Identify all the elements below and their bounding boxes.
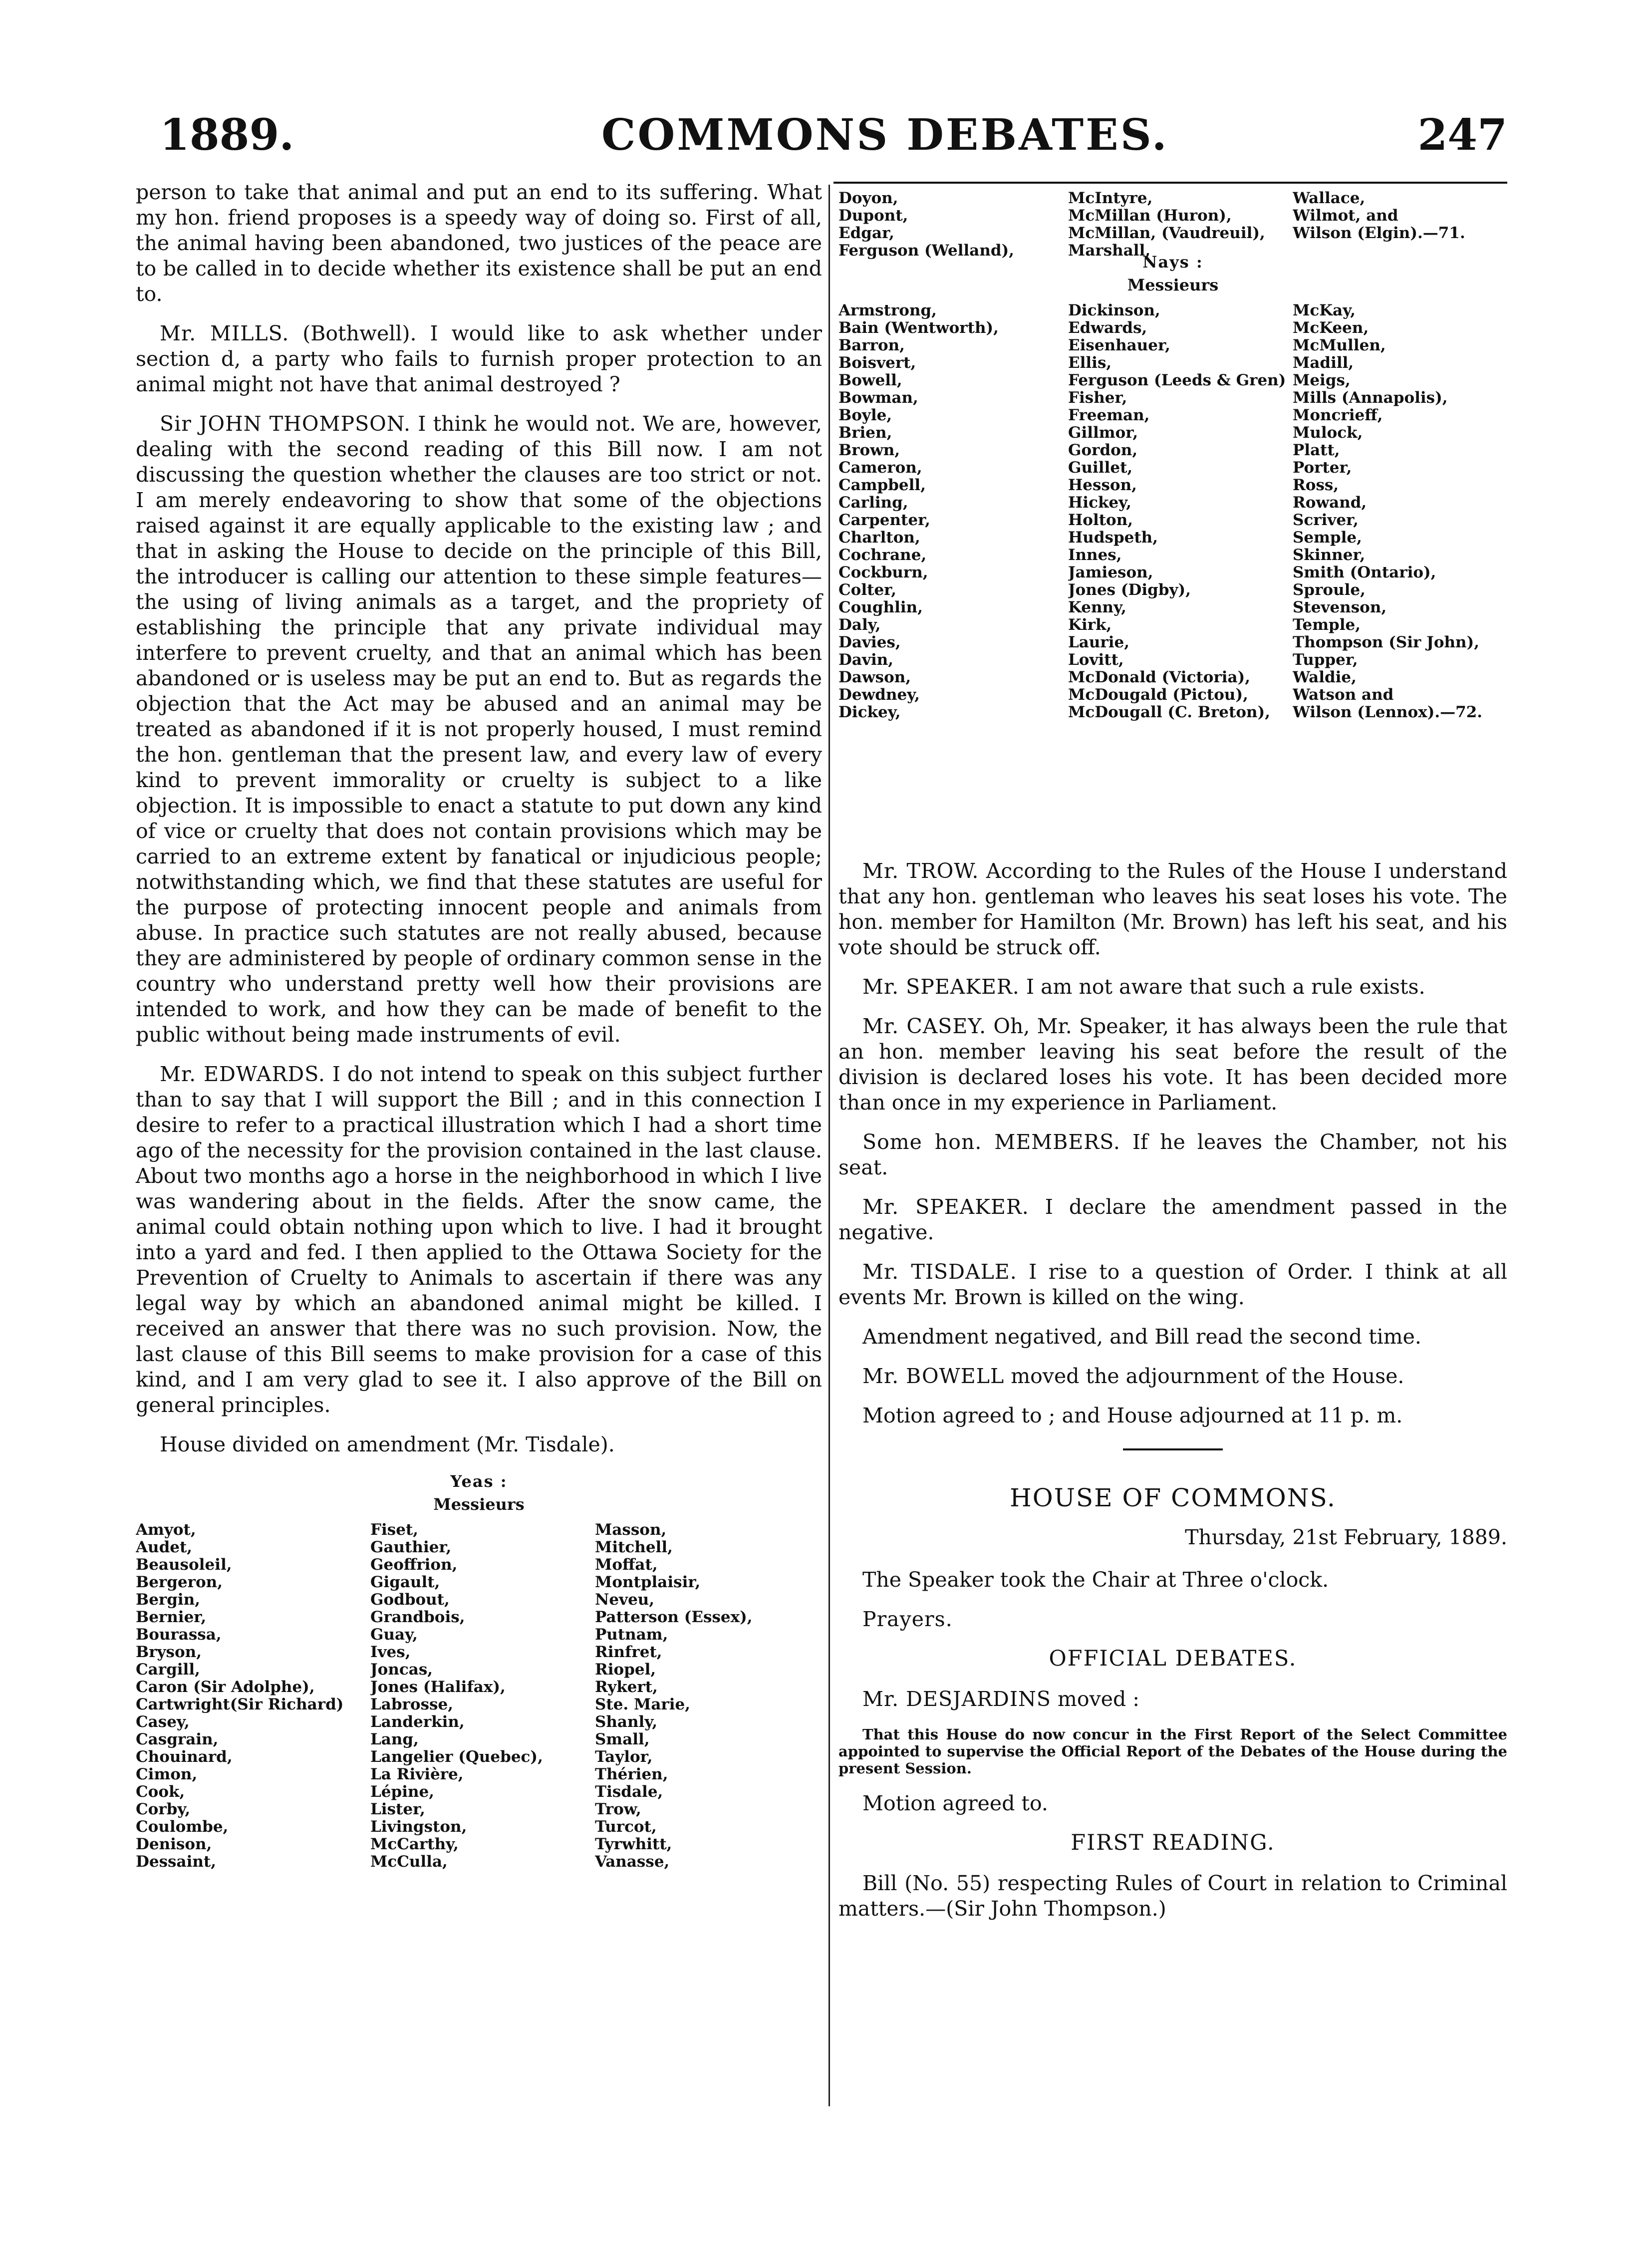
member-name: McDougall (C. Breton), (1068, 704, 1271, 721)
right-column (838, 858, 1507, 1936)
member-name: Cameron, (838, 459, 922, 477)
member-name: Godbout, (370, 1591, 450, 1609)
member-name: Ives, (370, 1644, 411, 1661)
speech-text: moved the adjournment of the House. (1011, 1364, 1404, 1388)
messieurs-label: Messieurs (433, 1495, 525, 1514)
member-name: Wallace, (1293, 190, 1366, 207)
header-page-number: 247 (1417, 110, 1507, 160)
yeas-cont-col-3 (1293, 190, 1507, 260)
speech-text: Oh, Mr. Speaker, it has always been the rule that an hon. member leaving his seat before the result of the division is declared loses his vote. It has been decided more than once in my experience in Parliament. (838, 1014, 1507, 1115)
speaker-name: Mr. MILLS. (160, 321, 289, 345)
nays-block (838, 252, 1507, 721)
member-name: Tisdale, (595, 1783, 663, 1801)
member-name: Stevenson, (1293, 599, 1387, 616)
member-name: Dickey, (838, 704, 901, 721)
member-name: Bergeron, (136, 1574, 223, 1591)
member-name: Temple, (1293, 616, 1361, 634)
member-name: Neveu, (595, 1591, 655, 1609)
member-name: Small, (595, 1731, 650, 1748)
speech-text: (Bothwell). I would like to ask whether under section d, a party who fails to furnish proper protection to an animal might not have that animal destroyed ? (136, 321, 822, 396)
member-name: Freeman, (1068, 407, 1150, 424)
member-name: Innes, (1068, 547, 1122, 564)
speech-text: moved : (1058, 1687, 1140, 1711)
member-name: Skinner, (1293, 547, 1366, 564)
member-name: Armstrong, (838, 302, 937, 319)
member-name: Hudspeth, (1068, 529, 1158, 547)
member-name: Doyon, (838, 190, 898, 207)
paragraph (838, 1014, 1507, 1116)
member-name: Gauthier, (370, 1539, 452, 1556)
speaker-name: Mr. BOWELL (862, 1364, 1005, 1388)
member-name: Guay, (370, 1626, 418, 1644)
speech-text: I am not aware that such a rule exists. (1026, 975, 1425, 999)
member-name: Rowand, (1293, 494, 1367, 512)
member-name: Tyrwhitt, (595, 1836, 672, 1853)
member-name: Bernier, (136, 1609, 207, 1626)
member-name: McDougald (Pictou), (1068, 686, 1248, 704)
member-name: Campbell, (838, 477, 926, 494)
member-name: Eisenhauer, (1068, 337, 1170, 354)
member-name: Montplaisir, (595, 1574, 701, 1591)
member-name: Cockburn, (838, 564, 928, 581)
speaker-name: Mr. SPEAKER. (862, 1195, 1029, 1219)
member-name: La Rivière, (370, 1766, 464, 1783)
member-name: Shanly, (595, 1713, 658, 1731)
member-name: Wilmot, and (1293, 207, 1398, 225)
paragraph (838, 1130, 1507, 1180)
speaker-name: Mr. SPEAKER. (862, 975, 1020, 999)
division-line: House divided on amendment (Mr. Tisdale). (160, 1432, 615, 1456)
member-name: Sproule, (1293, 581, 1366, 599)
date-line: Thursday, 21st February, 1889. (1185, 1525, 1507, 1549)
member-name: Bergin, (136, 1591, 201, 1609)
member-name: Watson and (1293, 686, 1394, 704)
member-name: Lister, (370, 1801, 425, 1818)
nays-col-1 (838, 302, 1068, 721)
member-name: Corby, (136, 1801, 191, 1818)
member-name: Bourassa, (136, 1626, 222, 1644)
yeas-cont-col-2 (1068, 190, 1293, 260)
paragraph (838, 1364, 1507, 1389)
speaker-name: Mr. CASEY. (862, 1014, 987, 1038)
member-name: McKeen, (1293, 319, 1369, 337)
member-name: Lovitt, (1068, 651, 1124, 669)
paragraph (136, 1062, 822, 1418)
member-name: Joncas, (370, 1661, 433, 1679)
member-name: Riopel, (595, 1661, 656, 1679)
member-name: Dupont, (838, 207, 908, 225)
resolution-text: That this House do now concur in the First Report of the Select Committee appointed to supervise the Official Report of the Debates of the House during the present Session. (838, 1726, 1507, 1777)
yeas-col-3 (595, 1521, 820, 1871)
column-divider (828, 185, 830, 2106)
member-name: Bowell, (838, 372, 902, 389)
member-name: Masson, (595, 1521, 667, 1539)
member-name: Taylor, (595, 1748, 653, 1766)
speaker-name: Mr. EDWARDS. (160, 1062, 325, 1086)
speech-text: According to the Rules of the House I understand that any hon. gentleman who leaves his seat loses his vote. The hon. member for Hamilton (Mr. Brown) has left his seat, and his vote should be struck off. (838, 859, 1507, 959)
member-name: Kirk, (1068, 616, 1112, 634)
member-name: Lang, (370, 1731, 419, 1748)
yeas-list (136, 1521, 822, 1871)
member-name: Moffat, (595, 1556, 658, 1574)
member-name: Meigs, (1293, 372, 1351, 389)
member-name: Gordon, (1068, 442, 1138, 459)
member-name: Fisher, (1068, 389, 1127, 407)
member-name: Ross, (1293, 477, 1339, 494)
member-name: Cimon, (136, 1766, 198, 1783)
member-name: Fiset, (370, 1521, 419, 1539)
member-name: Gigault, (370, 1574, 440, 1591)
member-name: Denison, (136, 1836, 212, 1853)
member-name: Boisvert, (838, 354, 916, 372)
member-name: Gillmor, (1068, 424, 1138, 442)
member-name: Labrosse, (370, 1696, 453, 1713)
member-name: Bryson, (136, 1644, 202, 1661)
member-name: Hickey, (1068, 494, 1131, 512)
member-name: Livingston, (370, 1818, 467, 1836)
member-name: Bowman, (838, 389, 918, 407)
member-name: Edwards, (1068, 319, 1147, 337)
member-name: Davies, (838, 634, 901, 651)
section-rule (1123, 1448, 1223, 1450)
member-name: McCarthy, (370, 1836, 459, 1853)
member-name: Dessaint, (136, 1853, 217, 1871)
member-name: Thérien, (595, 1766, 668, 1783)
member-name: Wilson (Lennox).—72. (1293, 704, 1483, 721)
member-name: Semple, (1293, 529, 1362, 547)
paragraph (838, 1687, 1507, 1712)
paragraph: Motion agreed to. (862, 1791, 1048, 1815)
member-name: Ste. Marie, (595, 1696, 691, 1713)
paragraph (136, 321, 822, 397)
member-name: McKay, (1293, 302, 1356, 319)
member-name: McMillan, (Vaudreuil), (1068, 225, 1265, 242)
paragraph (838, 858, 1507, 960)
member-name: Caron (Sir Adolphe), (136, 1679, 315, 1696)
member-name: Ferguson (Leeds & Gren) (1068, 372, 1286, 389)
paragraph: person to take that animal and put an end to its suffering. What my hon. friend proposes is a speedy way of doing so. First of all, the animal having been abandoned, two justices of the peace are to be called in to decide whether its existence shall be put an end to. (136, 180, 822, 306)
member-name: Lépine, (370, 1783, 435, 1801)
member-name: McDonald (Victoria), (1068, 669, 1251, 686)
member-name: Daly, (838, 616, 881, 634)
yeas-continuation (838, 190, 1507, 260)
member-name: Colter, (838, 581, 897, 599)
section-heading: OFFICIAL DEBATES. (1049, 1646, 1297, 1671)
section-heading: FIRST READING. (1071, 1830, 1275, 1855)
member-name: Dickinson, (1068, 302, 1160, 319)
member-name: Brown, (838, 442, 900, 459)
member-name: Bain (Wentworth), (838, 319, 999, 337)
member-name: Wilson (Elgin).—71. (1293, 225, 1465, 242)
nays-list (838, 302, 1507, 721)
messieurs-label: Messieurs (1127, 276, 1219, 294)
header-rule (833, 182, 1507, 184)
speaker-name: Some hon. MEMBERS. (862, 1130, 1120, 1154)
member-name: Amyot, (136, 1521, 196, 1539)
member-name: Beausoleil, (136, 1556, 232, 1574)
chair-line: The Speaker took the Chair at Three o'clock. (862, 1568, 1329, 1592)
member-name: Cargill, (136, 1661, 200, 1679)
member-name: Davin, (838, 651, 894, 669)
member-name: Waldie, (1293, 669, 1357, 686)
member-name: Hesson, (1068, 477, 1137, 494)
member-name: Putnam, (595, 1626, 668, 1644)
left-column (136, 180, 822, 1871)
member-name: Vanasse, (595, 1853, 670, 1871)
member-name: Mills (Annapolis), (1293, 389, 1448, 407)
member-name: Casgrain, (136, 1731, 219, 1748)
member-name: Kenny, (1068, 599, 1126, 616)
member-name: Moncrieff, (1293, 407, 1383, 424)
member-name: Cochrane, (838, 547, 927, 564)
member-name: Landerkin, (370, 1713, 465, 1731)
member-name: Porter, (1293, 459, 1352, 477)
member-name: Coulombe, (136, 1818, 229, 1836)
member-name: Trow, (595, 1801, 641, 1818)
speech-text: I do not intend to speak on this subject further than to say that I will support the Bill ; and in this connection I desire to refer to a practical illustration which I had a short time ago of the necessity for the provision contained in the last clause. About two months ago a horse in the neighborhood in which I live was wandering about in the fields. After the snow came, the animal could obtain nothing upon which to live. I had it brought into a yard and fed. I then applied to the Ottawa Society for the Prevention of Cruelty to Animals to ascertain if there was any legal way by which an abandoned animal might be killed. I received an answer that there was no such provision. Now, the last clause of this Bill seems to make provision for a case of this kind, and I am very glad to see it. I also approve of the Bill on general principles. (136, 1062, 822, 1417)
member-name: Charlton, (838, 529, 920, 547)
prayers-line: Prayers. (862, 1607, 953, 1631)
member-name: Scriver, (1293, 512, 1359, 529)
member-name: Ferguson (Welland), (838, 242, 1015, 260)
member-name: Brien, (838, 424, 892, 442)
member-name: Boyle, (838, 407, 892, 424)
nays-label: Nays : (1142, 253, 1203, 272)
member-name: Geoffrion, (370, 1556, 458, 1574)
member-name: Laurie, (1068, 634, 1130, 651)
paragraph: Motion agreed to ; and House adjourned at 11 p. m. (862, 1404, 1403, 1427)
yeas-cont-col-1 (838, 190, 1068, 260)
member-name: Barron, (838, 337, 905, 354)
speech-text: I rise to a question of Order. I think at all events Mr. Brown is killed on the wing. (838, 1260, 1507, 1309)
header-year: 1889. (160, 110, 294, 160)
member-name: Chouinard, (136, 1748, 233, 1766)
member-name: Dewdney, (838, 686, 920, 704)
member-name: Dawson, (838, 669, 911, 686)
speech-text: I declare the amendment passed in the negative. (838, 1195, 1507, 1244)
member-name: Edgar, (838, 225, 894, 242)
paragraph (136, 411, 822, 1048)
member-name: Coughlin, (838, 599, 923, 616)
speaker-name: Mr. TROW. (862, 859, 979, 883)
paragraph (838, 1259, 1507, 1310)
member-name: Guillet, (1068, 459, 1133, 477)
nays-col-3 (1293, 302, 1507, 721)
member-name: Carpenter, (838, 512, 930, 529)
speaker-name: Mr. DESJARDINS (862, 1687, 1051, 1711)
member-name: Carling, (838, 494, 908, 512)
member-name: Ellis, (1068, 354, 1112, 372)
yeas-label: Yeas : (450, 1472, 508, 1491)
member-name: Grandbois, (370, 1609, 465, 1626)
yeas-col-2 (370, 1521, 595, 1871)
member-name: Mitchell, (595, 1539, 673, 1556)
member-name: Smith (Ontario), (1293, 564, 1436, 581)
member-name: Tupper, (1293, 651, 1358, 669)
member-name: Langelier (Quebec), (370, 1748, 543, 1766)
yeas-col-1 (136, 1521, 370, 1871)
member-name: Turcot, (595, 1818, 657, 1836)
member-name: Platt, (1293, 442, 1340, 459)
member-name: Jones (Halifax), (370, 1679, 506, 1696)
nays-col-2 (1068, 302, 1293, 721)
bill-paragraph: Bill (No. 55) respecting Rules of Court in relation to Criminal matters.—(Sir John Thompson.) (838, 1871, 1507, 1921)
member-name: Mulock, (1293, 424, 1363, 442)
paragraph: Amendment negatived, and Bill read the second time. (862, 1325, 1421, 1349)
member-name: Rinfret, (595, 1644, 662, 1661)
member-name: McIntyre, (1068, 190, 1153, 207)
member-name: Patterson (Essex), (595, 1609, 753, 1626)
page-header (160, 100, 1507, 170)
member-name: Cartwright(Sir Richard) (136, 1696, 344, 1713)
member-name: Cook, (136, 1783, 185, 1801)
header-title: COMMONS DEBATES. (601, 110, 1169, 160)
house-title: HOUSE OF COMMONS. (1010, 1483, 1336, 1512)
speech-text: If he leaves the Chamber, not his seat. (838, 1130, 1507, 1179)
speech-text: I think he would not. We are, however, dealing with the second reading of this Bill now. I am not discussing the question whether the clauses are too strict or not. I am merely endeavoring to show that some of the objections raised against it are equally applicable to the existing law ; and that in asking the House to decide on the principle of this Bill, the introducer is calling our attention to these simple features—the using of living animals as a target, and the propriety of establishing the principle that any private individual may interfere to prevent cruelty, and that an animal which has been abandoned or is useless may be put an end to. But as regards the objection that the Act may be abused and an animal may be treated as abandoned if it is not properly housed, I must remind the hon. gentleman that the present law, and every law of every kind to prevent immorality or cruelty is subject to a like objection. It is impossible to enact a statute to put down any kind of vice or cruelty that does not contain provisions which may be carried to an extreme extent by fanatical or injudicious people; notwithstanding which, we find that these statutes are useful for the purpose of protecting innocent people and animals from abuse. In practice such statutes are not really abused, because they are administered by people of ordinary common sense in the country who understand pretty well how their provisions are intended to work, and how they can be made of benefit to the public without being made instruments of evil. (136, 412, 822, 1047)
member-name: Holton, (1068, 512, 1133, 529)
member-name: Thompson (Sir John), (1293, 634, 1480, 651)
member-name: McMullen, (1293, 337, 1386, 354)
member-name: Jones (Digby), (1068, 581, 1191, 599)
paragraph (838, 1194, 1507, 1245)
member-name: Madill, (1293, 354, 1354, 372)
member-name: Rykert, (595, 1679, 658, 1696)
member-name: Marshall, (1068, 242, 1151, 260)
member-name: McCulla, (370, 1853, 448, 1871)
member-name: McMillan (Huron), (1068, 207, 1232, 225)
speaker-name: Sir JOHN THOMPSON. (160, 412, 411, 436)
speaker-name: Mr. TISDALE. (862, 1260, 1017, 1284)
member-name: Audet, (136, 1539, 193, 1556)
member-name: Casey, (136, 1713, 190, 1731)
member-name: Jamieson, (1068, 564, 1153, 581)
paragraph (838, 974, 1507, 1000)
